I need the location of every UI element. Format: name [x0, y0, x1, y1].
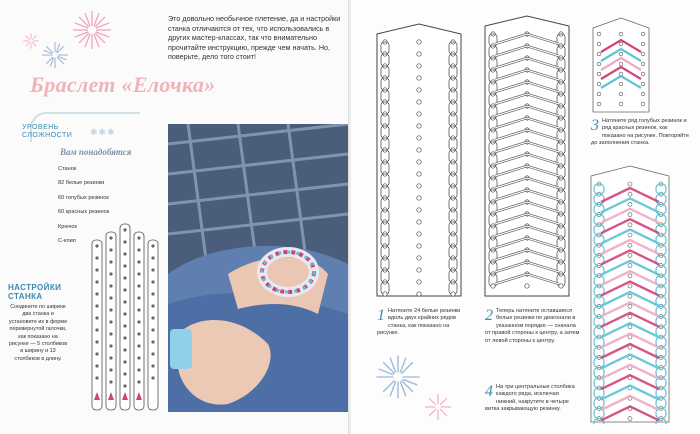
step-3: 3 Натяните ряд голубых резинок и ряд красных резинок, как показано на рисунке. Повторяйте до заполнения станка.: [591, 117, 689, 147]
right-page: [351, 0, 700, 434]
setup-instructions: Соедините по ширине два станка и установите их в форме перевернутой галочки, как показано на рисунке — 5 столбиков в ширину и 13 столбиков в длину.: [8, 304, 68, 362]
loom-diagram-step4: [587, 162, 673, 424]
bracelet-photo: [168, 124, 348, 412]
list-item: 60 красных резинок: [58, 209, 110, 216]
small-pink-firework-icon: [22, 32, 40, 50]
list-item: Крючок: [58, 223, 77, 230]
loom-diagram-step1: [371, 20, 467, 300]
list-item: 60 голубых резинок: [58, 194, 109, 201]
step-1: 1 Натяните 24 белые резинки вдоль двух крайних рядов станка, как показано на рисунке.: [377, 307, 461, 337]
pink-firework-icon: [70, 8, 114, 52]
step-2: 2 Теперь натяните оставшиеся белые резинки по диагонали в указанном порядке — сначала от правой стороны к центру, а затем от левой стороны к центру.: [485, 307, 580, 344]
blue-firework-icon: [40, 40, 70, 70]
left-page: [0, 0, 349, 434]
loom-setup-diagram: [90, 222, 160, 412]
pink-firework-icon: [423, 392, 453, 422]
list-item: 82 белые резинки: [58, 180, 105, 187]
page-title: Браслет «Елочка»: [30, 72, 216, 97]
list-item: Станок: [58, 166, 77, 172]
loom-diagram-step3: [589, 14, 653, 114]
list-item: С-клип: [58, 238, 76, 245]
intro-paragraph: Это довольно необычное плетение, да и настройки станка отличаются от тех, что использовались в других мастер-классах, так что внимательно прочитайте инструкцию, прежде чем начать. Но, поверьте, дело того стоит!: [168, 14, 341, 62]
step-4: 4 На три центральные столбика каждого ряда, исключая нижний, накрутите в четыре витка закрывающую резинку.: [485, 383, 575, 413]
loom-diagram-step2: [479, 12, 575, 300]
difficulty-stars: ✱✱✱: [90, 127, 116, 137]
setup-heading: НАСТРОЙКИ СТАНКА: [8, 283, 62, 301]
difficulty-label: УРОВЕНЬ СЛОЖНОСТИ: [22, 124, 73, 139]
materials-heading: Вам понадобятся: [60, 147, 132, 157]
blue-firework-icon: [373, 352, 423, 402]
